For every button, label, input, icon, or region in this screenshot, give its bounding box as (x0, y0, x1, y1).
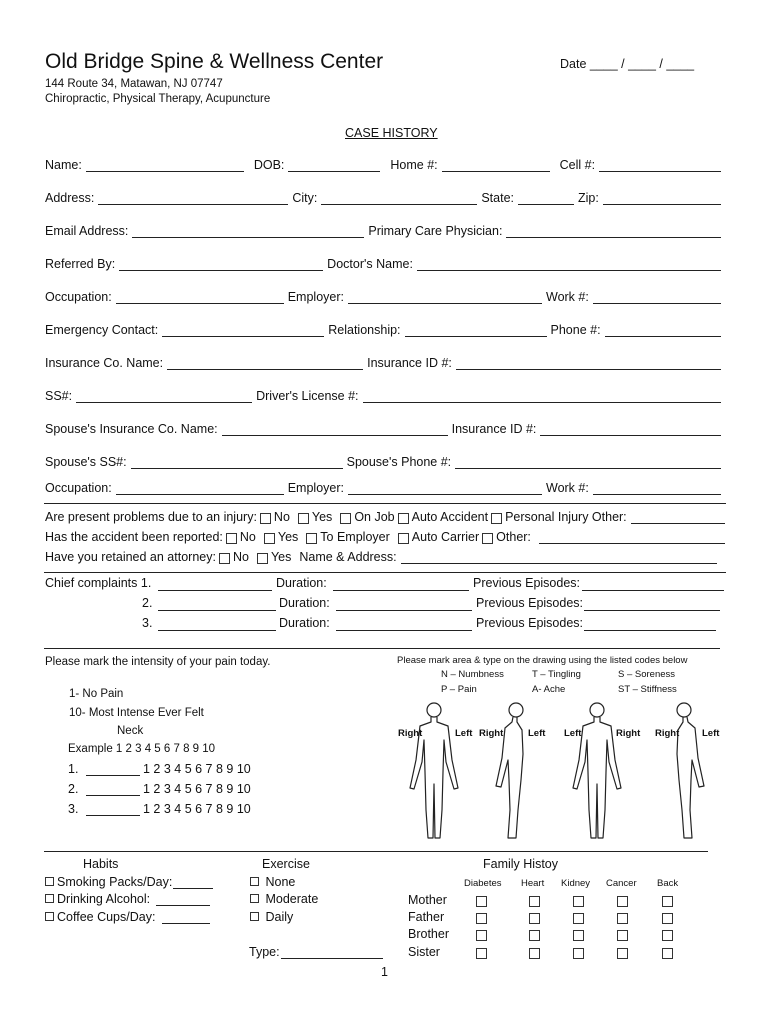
label-left-3: Left (564, 728, 582, 739)
family-sister-heart-checkbox[interactable] (529, 948, 540, 959)
exercise-none-label: None (265, 875, 296, 889)
family-brother-kidney-checkbox[interactable] (573, 930, 584, 941)
drinking-input[interactable] (156, 905, 210, 906)
phone-label: Phone #: (550, 323, 601, 337)
occupation-label: Occupation: (45, 290, 112, 304)
license-label: Driver's License #: (256, 389, 359, 403)
coffee-input[interactable] (162, 923, 210, 924)
email-label: Email Address: (45, 224, 129, 238)
row-email (45, 224, 725, 238)
drinking-checkbox[interactable] (45, 894, 54, 903)
row-father: Father (408, 910, 445, 924)
family-mother-kidney-checkbox[interactable] (573, 896, 584, 907)
license-input[interactable] (363, 391, 721, 403)
injury-yes-checkbox[interactable] (298, 513, 309, 524)
insurance-name-input[interactable] (167, 358, 363, 370)
spouse-ss-input[interactable] (131, 457, 343, 469)
row-occupation (45, 290, 725, 304)
on-job-label: On Job (354, 510, 395, 524)
duration-1-input[interactable] (333, 590, 469, 591)
exercise-daily-label: Daily (265, 910, 294, 924)
pain-scale-10: 10- Most Intense Ever Felt (69, 707, 204, 719)
divider (44, 503, 726, 504)
emergency-input[interactable] (162, 325, 324, 337)
pain-scale-1: 1- No Pain (69, 688, 124, 700)
habits-title: Habits (83, 857, 119, 871)
family-mother-cancer-checkbox[interactable] (617, 896, 628, 907)
complaint-2-input[interactable] (158, 610, 276, 611)
complaint-1-input[interactable] (158, 590, 272, 591)
to-employer-checkbox[interactable] (306, 533, 317, 544)
complaint-3-input[interactable] (158, 630, 276, 631)
auto-carrier-checkbox[interactable] (398, 533, 409, 544)
row-sister: Sister (408, 945, 440, 959)
cell-input[interactable] (599, 160, 721, 172)
family-sister-diabetes-checkbox[interactable] (476, 948, 487, 959)
ss-label: SS#: (45, 389, 73, 403)
code-stiffness: ST – Stiffness (618, 684, 677, 695)
zip-input[interactable] (603, 193, 721, 205)
dob-label: DOB: (253, 158, 285, 172)
pain-row-1-input[interactable] (86, 775, 140, 776)
complaint-3-number: 3. (142, 616, 153, 630)
clinic-services: Chiropractic, Physical Therapy, Acupuncture (45, 93, 271, 105)
label-right-1: Right (398, 728, 423, 739)
personal-injury-checkbox[interactable] (491, 513, 502, 524)
complaint-2-number: 2. (142, 596, 153, 610)
col-diabetes: Diabetes (464, 878, 502, 889)
work-input[interactable] (593, 292, 721, 304)
other-input[interactable] (539, 532, 725, 544)
spouse-insurance-id-label: Insurance ID #: (451, 422, 537, 436)
spouse-phone-label: Spouse's Phone #: (346, 455, 452, 469)
family-father-cancer-checkbox[interactable] (617, 913, 628, 924)
exercise-none-checkbox[interactable] (250, 877, 259, 886)
attorney-no-label: No (232, 550, 249, 564)
occupation-input[interactable] (116, 292, 284, 304)
family-father-back-checkbox[interactable] (662, 913, 673, 924)
pain-row-2-scale[interactable]: 1 2 3 4 5 6 7 8 9 10 (143, 782, 251, 796)
family-father-heart-checkbox[interactable] (529, 913, 540, 924)
previous-2-input[interactable] (584, 610, 720, 611)
family-mother-diabetes-checkbox[interactable] (476, 896, 487, 907)
relationship-label: Relationship: (328, 323, 401, 337)
exercise-moderate-label: Moderate (265, 892, 319, 906)
employer-label: Employer: (287, 290, 344, 304)
work-label: Work #: (546, 290, 589, 304)
divider (44, 572, 726, 573)
attorney-no-checkbox[interactable] (219, 553, 230, 564)
pain-instruction: Please mark the intensity of your pain today. (45, 656, 271, 668)
reported-no-checkbox[interactable] (226, 533, 237, 544)
name-input[interactable] (86, 160, 244, 172)
referred-label: Referred By: (45, 257, 116, 271)
label-right-2: Right (479, 728, 504, 739)
pain-row-2-input[interactable] (86, 795, 140, 796)
row-mother: Mother (408, 893, 447, 907)
home-input[interactable] (442, 160, 550, 172)
employer2-input[interactable] (348, 483, 542, 495)
other-checkbox[interactable] (482, 533, 493, 544)
coffee-checkbox[interactable] (45, 912, 54, 921)
reported-yes-label: Yes (277, 530, 299, 544)
duration-2-label: Duration: (279, 596, 330, 610)
row-reported (45, 530, 725, 544)
zip-label: Zip: (578, 191, 599, 205)
auto-accident-checkbox[interactable] (398, 513, 409, 524)
occupation2-input[interactable] (116, 483, 284, 495)
injury-question: Are present problems due to an injury: (45, 510, 257, 524)
doctor-input[interactable] (417, 259, 721, 271)
row-spouse-ss (45, 455, 725, 469)
chief-complaints-label: Chief complaints 1. (45, 576, 152, 590)
label-right-4: Right (655, 728, 680, 739)
duration-1-label: Duration: (276, 576, 327, 590)
label-left-2: Left (528, 728, 546, 739)
to-employer-label: To Employer (320, 530, 390, 544)
col-cancer: Cancer (606, 878, 637, 889)
attorney-yes-label: Yes (270, 550, 292, 564)
body-diagram[interactable] (396, 700, 721, 845)
state-label: State: (481, 191, 515, 205)
row-name (45, 158, 725, 172)
ss-input[interactable] (76, 391, 252, 403)
exercise-daily (250, 910, 293, 924)
relationship-input[interactable] (405, 325, 547, 337)
row-ss (45, 389, 725, 403)
employer2-label: Employer: (287, 481, 344, 495)
pcp-input[interactable] (506, 226, 721, 238)
family-sister-cancer-checkbox[interactable] (617, 948, 628, 959)
family-title: Family Histoy (483, 857, 559, 871)
previous-2-label: Previous Episodes: (476, 596, 584, 610)
exercise-type-label: Type: (249, 945, 280, 959)
col-heart: Heart (521, 878, 545, 889)
row-injury (45, 510, 725, 524)
occupation2-label: Occupation: (45, 481, 112, 495)
row-referred (45, 257, 725, 271)
col-back: Back (657, 878, 679, 889)
injury-no-checkbox[interactable] (260, 513, 271, 524)
duration-3-label: Duration: (279, 616, 330, 630)
family-sister-kidney-checkbox[interactable] (573, 948, 584, 959)
row-occupation-2 (45, 481, 725, 495)
row-spouse-insurance (45, 422, 725, 436)
label-left-1: Left (455, 728, 473, 739)
drawing-instruction: Please mark area & type on the drawing using the listed codes below (397, 655, 688, 666)
pain-row-1-number: 1. (68, 762, 79, 776)
label-left-4: Left (702, 728, 720, 739)
spouse-insurance-id-input[interactable] (540, 424, 721, 436)
clinic-title: Old Bridge Spine & Wellness Center (45, 50, 384, 73)
label-right-3: Right (616, 728, 641, 739)
auto-accident-label: Auto Accident (411, 510, 489, 524)
family-brother-back-checkbox[interactable] (662, 930, 673, 941)
spouse-ss-label: Spouse's SS#: (45, 455, 127, 469)
code-pain: P – Pain (441, 684, 477, 695)
divider (44, 648, 720, 649)
pcp-label: Primary Care Physician: (368, 224, 503, 238)
drinking-label: Drinking Alcohol: (57, 892, 151, 906)
row-emergency (45, 323, 725, 337)
insurance-name-label: Insurance Co. Name: (45, 356, 164, 370)
cell-label: Cell #: (559, 158, 596, 172)
attorney-yes-checkbox[interactable] (257, 553, 268, 564)
habit-coffee (45, 910, 155, 924)
pain-row-3-input[interactable] (86, 815, 140, 816)
pain-row-2-number: 2. (68, 782, 79, 796)
family-mother-heart-checkbox[interactable] (529, 896, 540, 907)
home-label: Home #: (390, 158, 438, 172)
family-brother-diabetes-checkbox[interactable] (476, 930, 487, 941)
row-brother: Brother (408, 927, 449, 941)
referred-input[interactable] (119, 259, 323, 271)
pain-row-3-number: 3. (68, 802, 79, 816)
exercise-title: Exercise (262, 857, 310, 871)
spouse-insurance-input[interactable] (222, 424, 448, 436)
previous-3-label: Previous Episodes: (476, 616, 584, 630)
exercise-daily-checkbox[interactable] (250, 912, 259, 921)
injury-yes-label: Yes (311, 510, 333, 524)
family-mother-back-checkbox[interactable] (662, 896, 673, 907)
employer-input[interactable] (348, 292, 542, 304)
coffee-label: Coffee Cups/Day: (57, 910, 156, 924)
code-soreness: S – Soreness (618, 669, 676, 680)
personal-injury-label: Personal Injury Other: (505, 510, 627, 524)
attorney-name-label: Name & Address: (299, 550, 397, 564)
reported-no-label: No (239, 530, 256, 544)
pain-example: Example 1 2 3 4 5 6 7 8 9 10 (68, 743, 216, 755)
exercise-moderate-checkbox[interactable] (250, 894, 259, 903)
family-brother-cancer-checkbox[interactable] (617, 930, 628, 941)
insurance-id-label: Insurance ID #: (367, 356, 452, 370)
attorney-name-input[interactable] (401, 552, 717, 564)
row-address (45, 191, 725, 205)
injury-no-label: No (273, 510, 290, 524)
name-label: Name: (45, 158, 82, 172)
previous-1-input[interactable] (582, 590, 724, 591)
insurance-id-input[interactable] (456, 358, 721, 370)
code-ache: A- Ache (532, 684, 566, 695)
email-input[interactable] (132, 226, 364, 238)
section-title: CASE HISTORY (345, 126, 438, 140)
smoking-label: Smoking Packs/Day: (57, 875, 173, 889)
previous-1-label: Previous Episodes: (473, 576, 581, 590)
date-field[interactable]: Date ____ / ____ / ____ (560, 57, 695, 71)
habit-smoking (45, 875, 172, 889)
code-tingling: T – Tingling (532, 669, 581, 680)
family-brother-heart-checkbox[interactable] (529, 930, 540, 941)
other-label: Other: (496, 530, 531, 544)
exercise-type-input[interactable] (281, 958, 383, 959)
address-input[interactable] (98, 193, 288, 205)
code-numbness: N – Numbness (441, 669, 504, 680)
family-father-diabetes-checkbox[interactable] (476, 913, 487, 924)
address-label: Address: (45, 191, 95, 205)
emergency-label: Emergency Contact: (45, 323, 159, 337)
row-attorney (45, 550, 725, 564)
city-input[interactable] (321, 193, 477, 205)
phone-input[interactable] (605, 325, 721, 337)
family-father-kidney-checkbox[interactable] (573, 913, 584, 924)
previous-3-input[interactable] (584, 630, 716, 631)
doctor-label: Doctor's Name: (327, 257, 413, 271)
spouse-insurance-label: Spouse's Insurance Co. Name: (45, 422, 218, 436)
row-insurance (45, 356, 725, 370)
dob-input[interactable] (288, 160, 380, 172)
personal-injury-other-input[interactable] (631, 512, 725, 524)
pain-row-1-scale[interactable]: 1 2 3 4 5 6 7 8 9 10 (143, 762, 251, 776)
on-job-checkbox[interactable] (340, 513, 351, 524)
smoking-checkbox[interactable] (45, 877, 54, 886)
exercise-moderate (250, 892, 318, 906)
duration-2-input[interactable] (336, 610, 472, 611)
auto-carrier-label: Auto Carrier (411, 530, 480, 544)
reported-yes-checkbox[interactable] (264, 533, 275, 544)
duration-3-input[interactable] (336, 630, 472, 631)
pain-neck: Neck (117, 725, 144, 737)
spouse-phone-input[interactable] (455, 457, 721, 469)
work2-label: Work #: (546, 481, 589, 495)
smoking-input[interactable] (173, 888, 213, 889)
pain-row-3-scale[interactable]: 1 2 3 4 5 6 7 8 9 10 (143, 802, 251, 816)
city-label: City: (292, 191, 318, 205)
attorney-question: Have you retained an attorney: (45, 550, 216, 564)
state-input[interactable] (518, 193, 574, 205)
habit-drinking (45, 892, 150, 906)
page-number: 1 (381, 965, 388, 979)
work2-input[interactable] (593, 483, 721, 495)
reported-question: Has the accident been reported: (45, 530, 223, 544)
exercise-none (250, 875, 295, 889)
family-sister-back-checkbox[interactable] (662, 948, 673, 959)
col-kidney: Kidney (561, 878, 591, 889)
divider (44, 851, 708, 852)
clinic-address: 144 Route 34, Matawan, NJ 07747 (45, 78, 223, 90)
